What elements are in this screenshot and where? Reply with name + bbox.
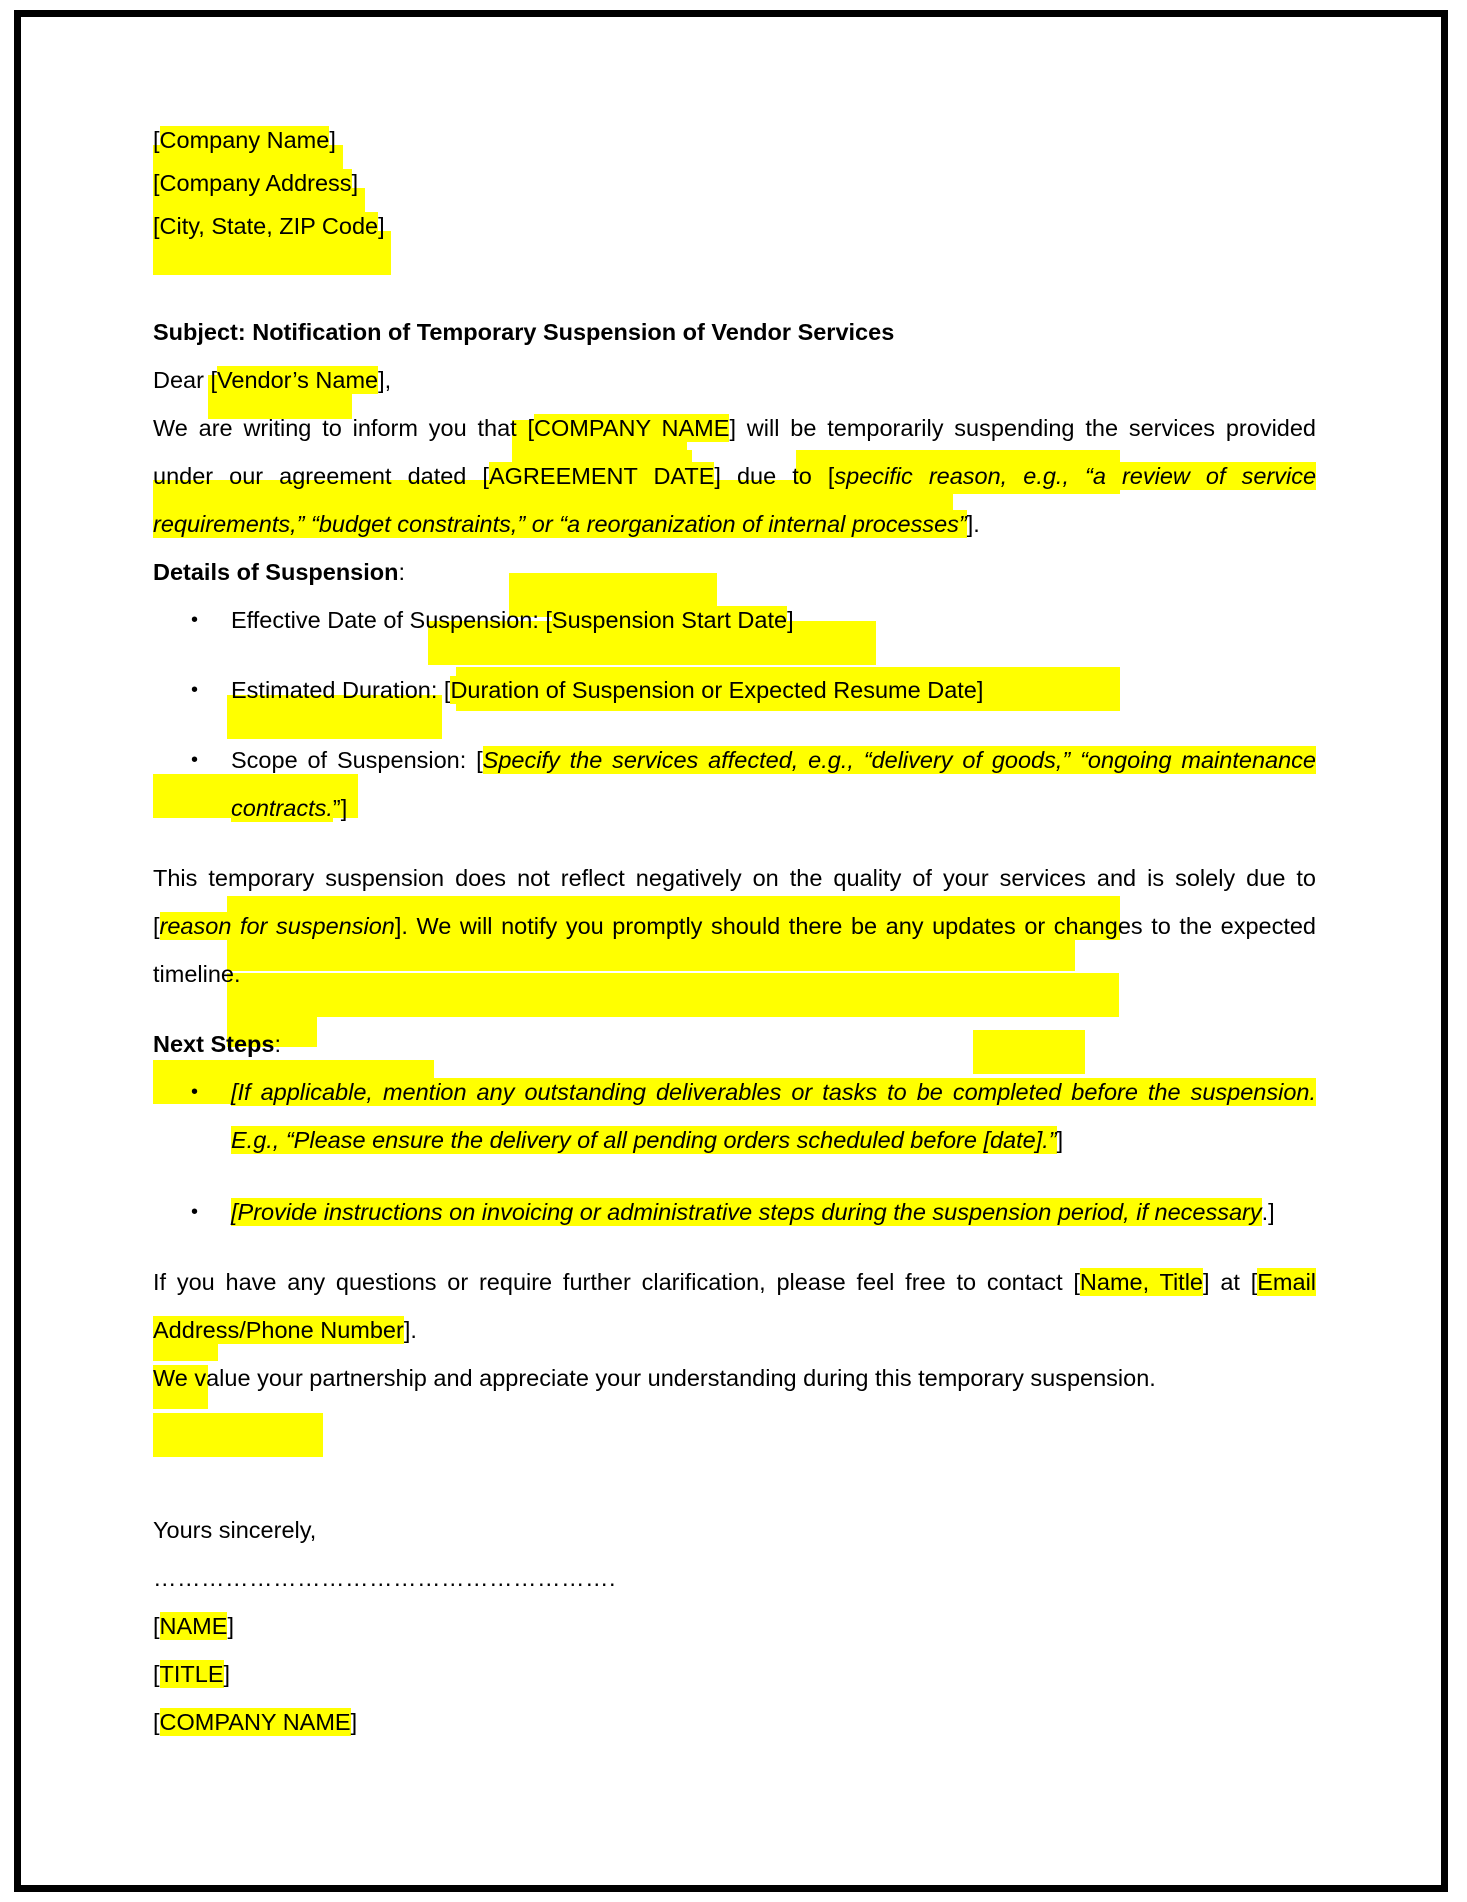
- company-close-bracket: ]: [350, 1709, 358, 1735]
- bullet-suffix: ]: [1056, 1127, 1064, 1153]
- contact-seg-1: If you have any questions or require further clarification, please feel free to contact [: [153, 1269, 1080, 1295]
- placeholder-title: TITLE: [159, 1661, 224, 1687]
- reassurance-seg-3: ]. We will notify you promptly should there be any updates or changes to the expected timeline.: [153, 913, 1316, 987]
- spacer: [153, 248, 1316, 308]
- list-item: [153, 1068, 1316, 1164]
- details-heading-colon: :: [398, 559, 406, 585]
- placeholder-vendor-name: Vendor’s Name: [217, 367, 379, 393]
- intro-seg-5: ] due to [: [714, 463, 835, 489]
- details-of-suspension-heading: [153, 548, 1316, 596]
- signature-title: [153, 1650, 1316, 1698]
- bullet-icon: •: [191, 749, 199, 771]
- contact-seg-5: ].: [403, 1317, 417, 1343]
- placeholder-specific-reason: specific reason, e.g., “a review of service requirements,” “budget constraints,” or “a reorganization of internal processes”: [153, 463, 1317, 537]
- signature-line: ………………………………………………….: [153, 1565, 617, 1591]
- signature-block: [153, 1506, 1316, 1746]
- spacer: [153, 1402, 1316, 1462]
- details-bullet-list: [153, 596, 1316, 832]
- valediction: Yours sincerely,: [153, 1517, 317, 1543]
- list-item: [153, 1188, 1316, 1236]
- salutation-suffix: ],: [378, 367, 392, 393]
- salutation-line: [153, 356, 1316, 404]
- bullet-prefix: Effective Date of Suspension: [: [231, 607, 552, 633]
- placeholder-company-address: Company Address: [159, 170, 352, 196]
- salutation-prefix: Dear [: [153, 367, 217, 393]
- company-open-bracket: [: [153, 1709, 160, 1735]
- signature-company: [153, 1698, 1316, 1746]
- placeholder-outstanding-deliverables: [If applicable, mention any outstanding deliverables or tasks to be completed before the suspension. E.g., “Please ensure the delivery of all pending orders scheduled before [date].”: [231, 1079, 1316, 1153]
- reassurance-seg-1: This temporary suspension does not reflect negatively on the quality of your services and is solely due to [: [153, 865, 1316, 939]
- list-item: [153, 736, 1316, 832]
- bullet-suffix: ]: [787, 607, 794, 633]
- closing-paragraph: We value your partnership and appreciate your understanding during this temporary suspension.: [153, 1365, 1156, 1391]
- placeholder-reason-for-suspension: reason for suspension: [159, 913, 395, 939]
- document-page: [14, 10, 1448, 1892]
- bullet-icon: •: [191, 1201, 199, 1223]
- bullet-prefix: Scope of Suspension: [: [231, 747, 483, 773]
- contact-seg-3: ] at [: [1203, 1269, 1258, 1295]
- placeholder-name: NAME: [159, 1613, 228, 1639]
- intro-paragraph: [153, 404, 1316, 548]
- bullet-suffix: .]: [1261, 1199, 1275, 1225]
- placeholder-duration-of-suspension: Duration of Suspension or Expected Resume Date: [450, 677, 977, 703]
- bullet-prefix: Estimated Duration: [: [231, 677, 451, 703]
- next-steps-bullet-list: [153, 1068, 1316, 1236]
- intro-seg-3: ] will be temporarily suspending the services provided under our agreement dated [: [153, 415, 1317, 489]
- placeholder-suspension-start-date: Suspension Start Date: [551, 607, 788, 633]
- list-item: [153, 596, 1316, 644]
- intro-seg-1: We are writing to inform you that [: [153, 415, 535, 441]
- list-item: [153, 666, 1316, 714]
- name-open-bracket: [: [153, 1613, 160, 1639]
- placeholder-email-phone: Email Address/Phone Number: [153, 1269, 1317, 1343]
- address-line-company-name: [Company Name]: [153, 127, 336, 153]
- placeholder-name-title: Name, Title: [1079, 1269, 1204, 1295]
- bullet-suffix: ”]: [332, 795, 348, 821]
- address-block: [153, 119, 1316, 248]
- placeholder-city-state-zip: City, State, ZIP Code: [159, 213, 379, 239]
- placeholder-company-name: Company Name: [159, 127, 330, 153]
- details-heading-text: Details of Suspension: [153, 559, 399, 585]
- next-steps-heading-text: Next Steps: [153, 1031, 275, 1057]
- title-close-bracket: ]: [223, 1661, 231, 1687]
- bullet-suffix: ]: [976, 677, 984, 703]
- next-steps-heading-colon: :: [274, 1031, 281, 1057]
- address-line-city-state-zip: [City, State, ZIP Code]: [153, 213, 385, 239]
- placeholder-agreement-date: AGREEMENT DATE: [488, 463, 715, 489]
- bullet-icon: •: [191, 679, 199, 701]
- next-steps-heading: [153, 1020, 1316, 1068]
- address-line-company-address: [Company Address]: [153, 170, 359, 196]
- contact-paragraph: [153, 1258, 1316, 1354]
- placeholder-invoicing-instructions: [Provide instructions on invoicing or administrative steps during the suspension period, if necessary: [231, 1199, 1262, 1225]
- placeholder-company-name-caps: COMPANY NAME: [534, 415, 730, 441]
- spacer: [153, 1462, 1316, 1506]
- reassurance-paragraph: [153, 854, 1316, 998]
- spacer: [153, 998, 1316, 1020]
- spacer: [153, 832, 1316, 854]
- title-open-bracket: [: [153, 1661, 160, 1687]
- subject-line: Subject: Notification of Temporary Suspension of Vendor Services: [153, 319, 895, 345]
- name-close-bracket: ]: [227, 1613, 234, 1639]
- placeholder-scope-of-suspension: Specify the services affected, e.g., “delivery of goods,” “ongoing maintenance contracts.: [231, 747, 1316, 821]
- bullet-icon: •: [191, 609, 199, 631]
- signature-name: [153, 1602, 1316, 1650]
- placeholder-company-name-signature: COMPANY NAME: [159, 1709, 351, 1735]
- spacer: [153, 1236, 1316, 1258]
- bullet-icon: •: [191, 1081, 199, 1103]
- intro-seg-7: ].: [966, 511, 980, 537]
